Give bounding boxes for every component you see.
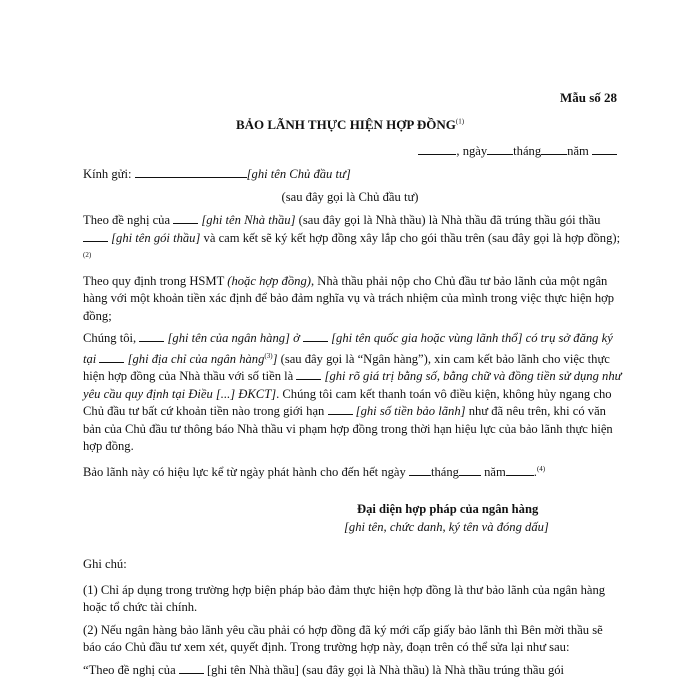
year-blank <box>592 143 617 155</box>
p3-footnote-ref: (3) <box>264 351 273 360</box>
day-blank <box>487 143 513 155</box>
paragraph-1 <box>83 212 623 268</box>
p1-text-3: và cam kết sẽ ký kết hợp đồng xây lắp cho gói thầu trên (sau đây gọi là hợp đồng); <box>203 230 621 245</box>
p1-placeholder-contractor: [ghi tên Nhà thầu] <box>201 213 296 227</box>
note-2: (2) Nếu ngân hàng bảo lãnh yêu cầu phải có hợp đồng đã ký mới cấp giấy bảo lãnh thì Bên mời thầu sẽ báo cáo Chủ đầu tư xem xét, quyết định. Trong trường hợp này, đoạn trên có thể sửa lại như sau: <box>83 622 603 654</box>
p4-text-1: Bảo lãnh này có hiệu lực kể từ ngày phát hành cho đến hết ngày <box>83 465 406 480</box>
p3-text-1: Chúng tôi, <box>83 331 137 346</box>
p4-blank-year <box>506 464 534 476</box>
month-blank <box>541 143 567 155</box>
p3-text-3: . Chúng tôi cam kết thanh toán vô điều kiện, không hủy ngang cho Chủ đầu tư bất cứ khoản tiền nào trong giới hạn <box>83 386 612 419</box>
recipient-note: (sau đây gọi là Chủ đầu tư) <box>281 190 419 204</box>
p2-text-2: , Nhà thầu phải nộp cho Chủ đầu tư bảo lãnh của một ngân hàng với một khoản tiền xác định để bảo đảm nghĩa vụ và trách nhiệm của mình trong việc thực hiện hợp đồng; <box>83 273 615 323</box>
p4-text-year: năm <box>484 465 506 480</box>
note-1: (1) Chỉ áp dụng trong trường hợp biện pháp bảo đảm thực hiện hợp đồng là thư bảo lãnh của ngân hàng hoặc tổ chức tài chính. <box>83 582 606 614</box>
p4-blank-day <box>409 464 431 476</box>
p3-placeholder-guarantee: [ghi số tiền bảo lãnh] <box>355 404 466 419</box>
notes-title: Ghi chú: <box>83 557 127 571</box>
p2-text-1: Theo quy định trong HSMT <box>83 273 225 288</box>
p3-text-2: (sau đây gọi là “Ngân hàng”), xin cam kết bảo lãnh cho việc thực hiện hợp đồng của Nhà thầu với số tiền là <box>83 351 610 384</box>
p4-text-period: . <box>533 465 537 480</box>
note-3 <box>83 662 623 680</box>
month-label: tháng <box>513 144 542 158</box>
recipient-placeholder: [ghi tên Chủ đầu tư] <box>246 167 351 181</box>
p4-text-month: tháng <box>430 465 459 480</box>
place-blank <box>418 143 456 155</box>
p3-bracket-close: ] <box>272 351 278 366</box>
body-text <box>83 212 623 487</box>
paragraph-3 <box>83 330 623 456</box>
p1-blank-1 <box>173 212 198 224</box>
p3-blank-5 <box>328 403 353 415</box>
p1-blank-2 <box>83 230 108 242</box>
document-title <box>0 117 700 133</box>
p3-blank-2 <box>303 330 328 342</box>
p3-text-office: có trụ sở đăng ký tại <box>83 331 613 366</box>
year-label: năm <box>567 144 589 158</box>
p3-blank-1 <box>139 330 164 342</box>
recipient-blank <box>135 166 247 178</box>
p3-placeholder-country: [ghi tên quốc gia hoặc vùng lãnh thổ] <box>331 331 523 346</box>
signature-subtitle: [ghi tên, chức danh, ký tên và đóng dấu] <box>344 520 549 534</box>
signature-title: Đại diện hợp pháp của ngân hàng <box>357 502 539 516</box>
notes-section <box>83 556 623 684</box>
form-number: Mẫu số 28 <box>559 90 617 105</box>
note-3-rest: [ghi tên Nhà thầu] (sau đây gọi là Nhà thầu) là Nhà thầu trúng thầu gói <box>206 662 565 677</box>
title-footnote-ref: (1) <box>455 117 465 126</box>
p1-footnote-ref: (2) <box>83 251 92 259</box>
date-line <box>418 143 617 159</box>
p3-placeholder-bank: [ghi tên của ngân hàng] <box>167 331 290 346</box>
p3-text-4: như đã nêu trên, khi có văn bản của Chủ đầu tư thông báo Nhà thầu vi phạm hợp đồng trong thời hạn hiệu lực của bảo lãnh thực hiện hợp đồng. <box>83 404 613 454</box>
p1-text-2: (sau đây gọi là Nhà thầu) là Nhà thầu đã trúng thầu gói thầu <box>298 213 601 227</box>
paragraph-2 <box>83 273 623 326</box>
p3-text-at: ở <box>293 331 300 346</box>
p3-placeholder-amount: [ghi rõ giá trị bằng số, bằng chữ và đồng tiền sử dụng như yêu cầu quy định tại Điều [...] ĐKCT] <box>83 369 622 401</box>
recipient-line <box>83 166 351 182</box>
p4-footnote-ref: (4) <box>536 464 546 473</box>
p1-text-1: Theo đề nghị của <box>83 213 171 227</box>
document-title-text: BẢO LÃNH THỰC HIỆN HỢP ĐỒNG <box>235 117 456 132</box>
paragraph-4 <box>83 461 623 482</box>
recipient-label: Kính gửi: <box>83 167 132 181</box>
note-3-blank <box>179 662 204 674</box>
p3-blank-4 <box>296 368 321 380</box>
p2-placeholder-contract: (hoặc hợp đồng) <box>227 273 311 288</box>
p3-blank-3 <box>99 351 124 363</box>
p1-placeholder-package: [ghi tên gói thầu] <box>111 230 201 245</box>
p4-blank-month <box>459 464 481 476</box>
day-label: , ngày <box>456 144 488 158</box>
note-3-start: “Theo đề nghị của <box>83 662 176 677</box>
p3-placeholder-address: [ghi địa chỉ của ngân hàng <box>127 351 265 366</box>
